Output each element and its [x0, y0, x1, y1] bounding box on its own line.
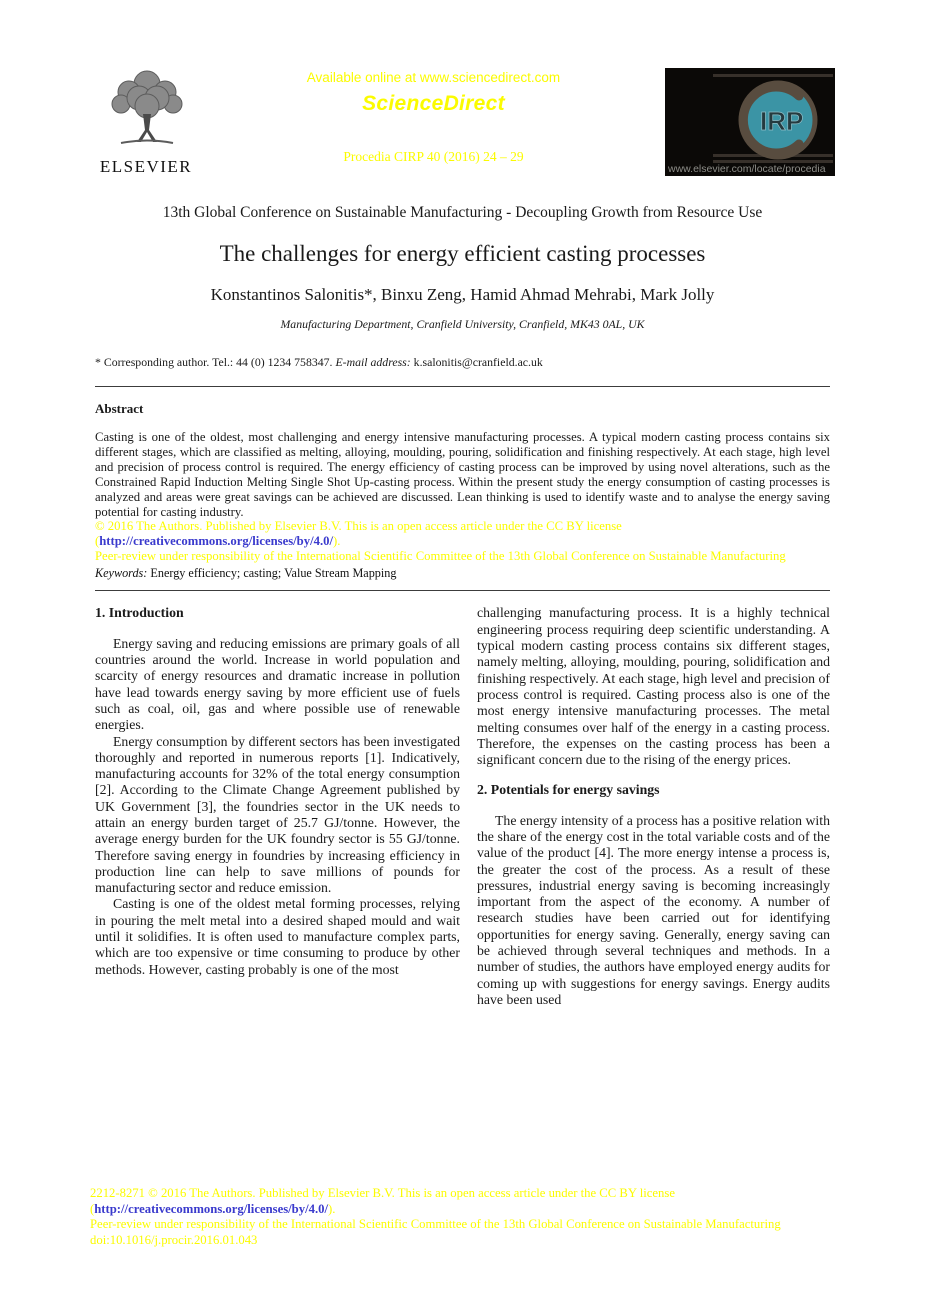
section-heading-introduction: 1. Introduction [95, 605, 184, 621]
sciencedirect-logo[interactable]: ScienceDirect [362, 92, 505, 115]
footer-creativecommons-link[interactable]: http://creativecommons.org/licenses/by/4.0/ [94, 1201, 328, 1216]
corresponding-author-note [95, 355, 830, 370]
license-line-1: © 2016 The Authors. Published by Elsevier B.V. This is an open access article under the CC BY license [95, 519, 622, 534]
keywords-line [95, 566, 830, 581]
footer-doi: doi:10.1016/j.procir.2016.01.043 [90, 1232, 258, 1247]
peer-review-line: Peer-review under responsibility of the International Scientific Committee of the 13th Global Conference on Sustainable Manufacturing [95, 549, 786, 564]
journal-reference: Procedia CIRP 40 (2016) 24 – 29 [343, 149, 524, 164]
elsevier-tree-icon [99, 68, 194, 150]
potentials-paragraph-1: The energy intensity of a process has a positive relation with the share of the energy cost in the total variable costs and of the value of the product [4]. The more energy intense a process is, the greater the cost of the process. As a result of these pressures, industrial energy saving is becoming increasingly important from the aspect of the economy. A number of research studies have been carried out for identifying opportunities for energy saving. Generally, energy saving can be achieved through several techniques and methods. In a number of studies, the authors have employed energy audits for coming up with suggestions for energy savings. Energy audits have been used [477, 812, 830, 1007]
affiliation: Manufacturing Department, Cranfield University, Cranfield, MK43 0AL, UK [280, 317, 645, 331]
footer-line-2 [90, 1202, 850, 1218]
abstract-section [95, 401, 830, 581]
right-column [477, 605, 830, 1008]
footer-line-1: 2212-8271 © 2016 The Authors. Published by Elsevier B.V. This is an open access article under the CC BY license [90, 1186, 675, 1200]
divider-above-body [95, 590, 830, 591]
license-close-paren: ). [332, 534, 341, 549]
intro-paragraph-2: Energy consumption by different sectors has been investigated thoroughly and reported in numerous reports [1]. Indicatively, manufacturing accounts for 32% of the total energy consumption [2]. According to the Climate Change Agreement published by UK Government [3], the foundries sector in the UK needs to attain an energy burden target of 25.7 GJ/tonne. However, the average energy burden for the UK foundry sector is 55 GJ/tonne. Therefore saving energy in foundries by increasing efficiency in production line can help to save millions of pounds for manufacturing sector and reduce emission. [95, 733, 460, 896]
keywords-label: Keywords: [95, 566, 148, 581]
elsevier-wordmark: ELSEVIER [99, 157, 193, 176]
footer-open-paren: ( [90, 1201, 95, 1216]
creativecommons-link[interactable]: http://creativecommons.org/licenses/by/4.0/ [99, 534, 333, 549]
divider-above-abstract [95, 386, 830, 387]
footer-peer-review: Peer-review under responsibility of the International Scientific Committee of the 13th Global Conference on Sustainable Manufacturing [90, 1217, 781, 1232]
license-line-2 [95, 534, 830, 549]
cirp-logo [665, 68, 835, 176]
email-label: E-mail address: [335, 355, 411, 369]
intro-paragraph-1: Energy saving and reducing emissions are primary goals of all countries around the world. Increase in world population and scarcity of energy resources and dramatic increase in pollution have lead towards energy saving by more efficient use of fuels such as coal, oil, gas and where possible use of renewable energies. [95, 635, 460, 733]
authors-line: Konstantinos Salonitis*, Binxu Zeng, Hamid Ahmad Mehrabi, Mark Jolly [210, 285, 715, 304]
header-center [202, 68, 665, 165]
cirp-circle-icon [735, 78, 821, 164]
body-columns [95, 605, 830, 1008]
cirp-url: www.elsevier.com/locate/procedia [668, 163, 826, 175]
paper-title: The challenges for energy efficient casting processes [219, 241, 706, 266]
footer-close-paren: ). [327, 1201, 336, 1216]
license-block [95, 519, 830, 564]
corresponding-email: k.salonitis@cranfield.ac.uk [410, 355, 543, 369]
license-open-paren: ( [95, 534, 100, 549]
header [0, 0, 925, 177]
corresponding-prefix: * Corresponding author. Tel.: 44 (0) 1234 758347. [95, 355, 336, 369]
intro-paragraph-3: Casting is one of the oldest metal forming processes, relying in pouring the melt metal into a desired shaped mould and wait until it solidifies. It is often used to manufacture complex parts, which are too expensive or time consuming to produce by other methods. However, casting probably is one of the most [95, 896, 460, 977]
elsevier-logo [90, 68, 202, 177]
footer [90, 1186, 850, 1248]
section-heading-potentials: 2. Potentials for energy savings [477, 782, 660, 798]
cirp-frame-line-top [713, 74, 833, 77]
intro-paragraph-continuation: challenging manufacturing process. It is a highly technical engineering process requiring deep scientific understanding. A typical modern casting process contains six different stages, namely melting, alloying, moulding, pouring, solidification and finishing respectively. At each stage, high level and precision of process control is required. Casting process also is one of the most energy intensive manufacturing processes. The metal melting consumes over half of the energy in a casting process. Therefore, the expenses on the casting process has been a significant concern due to the rising of the energy prices. [477, 605, 830, 768]
abstract-heading: Abstract [95, 401, 144, 416]
abstract-body: Casting is one of the oldest, most challenging and energy intensive manufacturing processes. A typical modern casting process contains six different stages, which are classified as melting, alloying, moulding, pouring, solidification and finishing respectively. At each stage, high level and precision of process control is required. The energy efficiency of casting process can be improved by using novel alterations, such as the Constrained Rapid Induction Melting Single Shot Up-casting process. Within the present study the energy consumption of casting processes is analyzed and areas were great savings can be achieved are discussed. Lean thinking is used to identify waste and to analyse the energy saving potential for casting industry. [95, 430, 830, 519]
conference-title: 13th Global Conference on Sustainable Manufacturing - Decoupling Growth from Resource Use [162, 204, 763, 221]
tree-trunk [137, 114, 157, 142]
cirp-letters: IRP [760, 106, 804, 136]
left-column [95, 605, 460, 1008]
available-online-link[interactable]: Available online at www.sciencedirect.com [306, 70, 561, 85]
keywords-value: Energy efficiency; casting; Value Stream Mapping [147, 566, 397, 581]
